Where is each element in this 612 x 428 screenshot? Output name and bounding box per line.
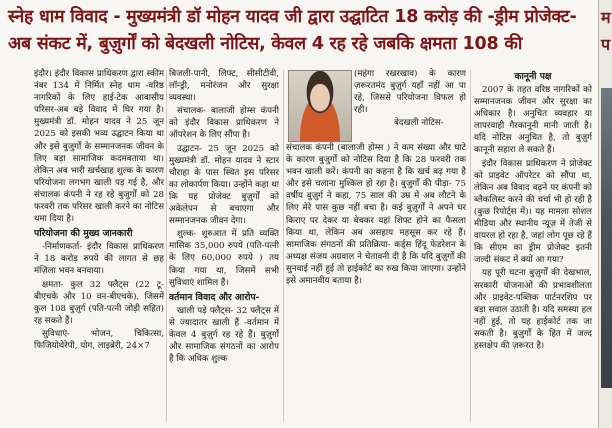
column-rule	[470, 70, 471, 422]
lead-paragraph: इंदौर। इंदौर विकास प्राधिकरण द्वारा स्कीम नंबर 134 में निर्मित स्नेह धाम -वरिष्ठ नागरिकों के लिए हाई-टेक आवासीय परिसर-अब बड़े विवाद में घिर गया है। मुख्यमंत्री डॉ. मोहन यादव ने 25 जून 2025 को इसकी भव्य उद्घाटन किया था और इसे बुजुर्गों के सम्मानजनक जीवन के लिए बड़ा सामाजिक कदमबताया था। लेकिन अब भारी खर्चखाह शुल्क के कारण परियोजना लगभग खाली पड़ गई है, और संचालक कंपनी ने रह रहे बुजुर्गों को 28 फरवरी तक परिसर खाली करने का नोटिस थमा दिया है।	[34, 69, 164, 225]
subhead-project-info: परियोजना की मुख्य जानकारी	[34, 228, 133, 240]
paragraph: बेदखली नोटिस-	[394, 118, 444, 129]
article-column-3	[286, 142, 466, 426]
paragraph: यह पूरी घटना बुज़ुर्गों की देखभाल, सरकारी योजनाओं की प्रभावशीलता और प्राइवेट-पब्लिक पार्टनरशिप पर बड़ा सवाल उठाती है। यदि समस्या हल नहीं हुई, तो यह हाईकोर्ट तक जा सकती है। बुज़ुर्गों के हित में जल्द हस्तक्षेप की ज़रूरत है।	[474, 268, 592, 351]
subhead-legal-aspect: कानूनी पक्ष	[514, 71, 552, 82]
adjacent-article-photo	[601, 88, 612, 388]
paragraph: उद्घाटन- 25 जून 2025 को मुख्यमंत्री डॉ. मोहन यादव ने स्टार चौराहा के पास स्थित इस परिसर का लोकार्पण किया। उन्होंने कहा था कि यह प्रोजेक्ट बुज़ुर्गों को अकेलेपन से बचाएगा और सम्मानजनक जीवन देगा।	[169, 143, 279, 227]
column-rule	[166, 70, 167, 422]
paragraph: (महंगा रखरखाव) के कारण ज़रूरतमंद बुज़ुर्ग यहाँ नहीं आ पा रहे, जिससे परियोजना विफल हो रही।	[354, 69, 466, 116]
paragraph: -निर्माणकर्ता- इंदौर विकास प्राधिकरण ने 18 करोड़ रुपये की लागत से छह मंज़िला भवन बनवाया।	[34, 242, 164, 277]
paragraph: शुल्क- शुरुआत में प्रति व्यक्ति मासिक 35,000 रुपये (पति-पत्नी के लिए 60,000 रुपये ) तय किया गया था, जिसमें सभी सुविधाएं शामिल हैं।	[169, 229, 279, 288]
paragraph: बिजली-पानी, लिफ्ट, सीसीटीवी, लॉन्ड्री, मनोरंजन और सुरक्षा व्यवस्था।	[169, 69, 279, 104]
paragraph: सुविधाएं- भोजन, चिकित्सा, फिजियोथेरेपी, योग, लाइब्रेरी, 24×7	[34, 328, 164, 351]
paragraph: क्षमता- कुल 32 फ्लैट्स (22 टू-बीएचके और 10 वन-बीएचके), जिसमें कुल 108 बुज़ुर्ग (पति-पत्नी जोड़ी सहित) रह सकते हैं।	[34, 279, 164, 326]
column-rule	[283, 70, 284, 422]
adjacent-headline-fragment-2: प	[601, 35, 611, 54]
paragraph: इंदौर विकास प्राधिकरण ने प्रोजेक्ट को प्राइवेट ऑपरेटर को सौंपा था, लेकिन अब विवाद बढ़ने पर कंपनी को ब्लैकलिस्ट करने की चर्चा भी हो रही है (कुछ रिपोर्ट्स में)। यह मामला सोशल मीडिया और स्थानीय न्यूज़ में तेजी से वायरल हो रहा है, जहां लोग पूछ रहे हैं कि सीएम का ड्रीम प्रोजेक्ट इतनी जल्दी संकट में क्यों आ गया?	[474, 158, 592, 266]
paragraph: खाली पड़े फ्लैट्स- 32 फ्लैट्स में से ज्यादातर खाली हैं -वर्तमान में केवल 4 बुज़ुर्ग रह रहे हैं। बुज़ुर्गों और सामाजिक संगठनों का आरोप है कि अधिक शुल्क	[169, 305, 279, 365]
paragraph: संचालक- बालाजी होम्स कंपनी को इंदौर विकास प्राधिकरण ने ऑपरेशन के लिए सौंपा है।	[169, 106, 279, 141]
paragraph: संचालक कंपनी (बालाजी होम्स ) ने कम संख्या और घाटे के कारण बुजुर्गों को नोटिस दिया है कि 28 फरवरी तक भवन खाली करें। कंपनी का कहना है कि खर्च बढ़ गया है और इसे चलाना मुश्किल हो रहा है। बुजुर्गों की पीड़ा- 75 वर्षीय बुज़ुर्ग ने कहा, 75 साल की उम्र में अब लौटने के लिए मेरे पास कुछ नहीं बचा है। कई बुज़ुर्गों ने अपने घर किराए पर देकर या बेचकर यहां शिफ्ट होने का फैसला किया था, लेकिन अब असहाय महसूस कर रहे हैं। सामाजिक संगठनों की प्रतिक्रिया- कर्ड्स हिंदू फेडरेशन के अध्यक्ष संजय अग्रवाल ने चेतावनी दी है कि यदि बुज़ुर्गों की सुनवाई नहीं हुई तो हाईकोर्ट का रुख किया जाएगा। उन्होंने इसे अमानवीय बताया है।	[286, 143, 466, 287]
headline	[8, 4, 594, 58]
headline-line-1: स्नेह धाम विवाद - मुख्यमंत्री डॉ मोहन यादव जी द्वारा उद्घाटित 18 करोड़ की -ड्रीम प्रोजेक्ट-	[8, 7, 577, 27]
paragraph: 2007 के तहत वरिष्ठ नागरिकों को सम्मानजनक जीवन और सुरक्षा का अधिकार है। अनुचित व्यवहार या लापरवाही गैरकानूनी मानी जाती है। यदि नोटिस अनुचित है, तो बुज़ुर्ग कानूनी सहारा ले सकते हैं।	[474, 85, 592, 156]
elderly-woman-photo	[288, 70, 352, 142]
article-column-3-top	[354, 68, 466, 144]
adjacent-article-strip	[598, 0, 612, 428]
subhead-current-dispute: वर्तमान विवाद और आरोप-	[169, 291, 260, 303]
headline-line-2: अब संकट में, बुज़ुर्गों को बेदखली नोटिस, केवल 4 रह रहे जबकि क्षमता 108 की	[8, 34, 523, 54]
article-column-2	[169, 68, 279, 426]
adjacent-headline-fragment-1: म	[601, 8, 611, 27]
article-column-1	[34, 68, 164, 426]
article-column-4	[474, 68, 592, 426]
